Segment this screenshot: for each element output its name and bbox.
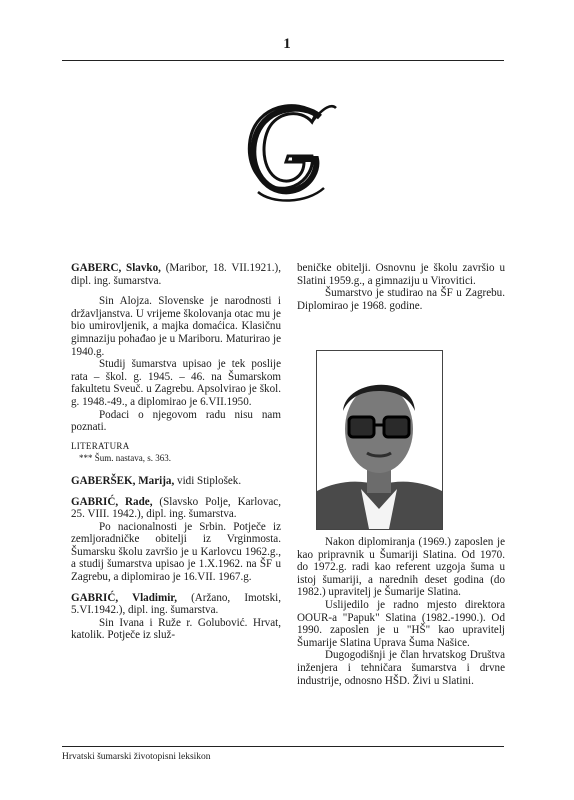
paragraph: Sin Ivana i Ruže r. Golubović. Hrvat, katolik. Potječe iz služ- xyxy=(71,616,281,642)
paragraph: Sin Alojza. Slovenske je narodnosti i državljanstva. U vrijeme školovanja otac mu je bio umirovljenik, a majka domaćica. Klasičnu gimnaziju pohađao je u Mariboru. Maturirao je 1940.g. xyxy=(71,295,281,358)
svg-text:G: G xyxy=(328,210,329,211)
entry-gabric-rade xyxy=(71,496,281,521)
entry-headword: GABRIĆ, Rade, xyxy=(71,495,153,508)
paragraph: Po nacionalnosti je Srbin. Potječe iz zemljoradničke obitelji iz Vrginmosta. Šumarsku školu završio je u Karlovcu 1962.g., a studij šumarstva upisao je 1.X.1962. na ŠF u Zagrebu, a diplomirao je 16.VII. 1967.g. xyxy=(71,520,281,584)
paragraph: Uslijedilo je radno mjesto direktora OOUR-a "Papuk" Slatina (1982.-1990.). Od 1990. zaposlen je u "HŠ" kao upravitelj Šumarije Slatina Uprava Šuma Našice. xyxy=(297,598,505,649)
literature-item: *** Šum. nastava, s. 363. xyxy=(79,453,171,464)
bottom-rule xyxy=(62,746,504,747)
top-rule xyxy=(62,60,504,61)
literature-heading: LITERATURA xyxy=(71,440,130,451)
paragraph: Studij šumarstva upisao je tek poslije rata – škol. g. 1945. – 46. na Šumarskom fakultetu Sveuč. u Zagrebu. Apsolvirao je škol. g. 1948.-49., a diplomirao je 6.VII.1950. xyxy=(71,358,281,408)
paragraph: beničke obitelji. Osnovnu je školu završio u Slatini 1959.g., a gimnaziju u Virovitici. xyxy=(297,262,505,287)
page-number: 1 xyxy=(283,36,291,52)
entry-gaberc xyxy=(71,262,281,287)
left-column xyxy=(71,262,281,642)
entry-headword: GABERŠEK, Marija, xyxy=(71,474,175,487)
entry-gabersek xyxy=(71,475,281,488)
decorative-initial-g xyxy=(228,92,348,212)
right-column-top xyxy=(297,262,505,312)
entry-details: (Aržano, Imotski, 5.VI.1942.), dipl. ing. šumarstva. xyxy=(71,591,281,617)
paragraph: Šumarstvo je studirao na ŠF u Zagrebu. Diplomirao je 1968. godine. xyxy=(297,287,505,312)
paragraph: Podaci o njegovom radu nisu nam poznati. xyxy=(71,408,281,434)
paragraph: Nakon diplomiranja (1969.) zaposlen je kao pripravnik u Šumariji Slatina. Od 1970. do 1972.g. radi kao referent uzgoja šuma u istoj šumariji, a narednih deset godina (do 1982.) upravitelj je Šumarije Slatina. xyxy=(297,536,505,599)
portrait-photo xyxy=(316,350,443,530)
entry-headword: GABRIĆ, Vladimir, xyxy=(71,591,177,604)
paragraph: Dugogodišnji je član hrvatskog Društva inženjera i tehničara šumarstva i drvne industrije, odnosno HŠD. Živi u Slatini. xyxy=(297,649,505,687)
entry-gabric-vladimir xyxy=(71,592,281,617)
entry-details: (Slavsko Polje, Karlovac, 25. VIII. 1942.), dipl. ing. šumarstva. xyxy=(71,495,282,521)
right-column-bottom xyxy=(297,536,505,687)
entry-details: vidi Stiplošek. xyxy=(174,474,242,487)
entry-details: (Maribor, 18. VII.1921.), dipl. ing. šumarstva. xyxy=(71,262,281,287)
portrait-image xyxy=(317,351,442,529)
entry-headword: GABERC, Slavko, xyxy=(71,262,161,274)
footer-title: Hrvatski šumarski životopisni leksikon xyxy=(62,752,211,762)
